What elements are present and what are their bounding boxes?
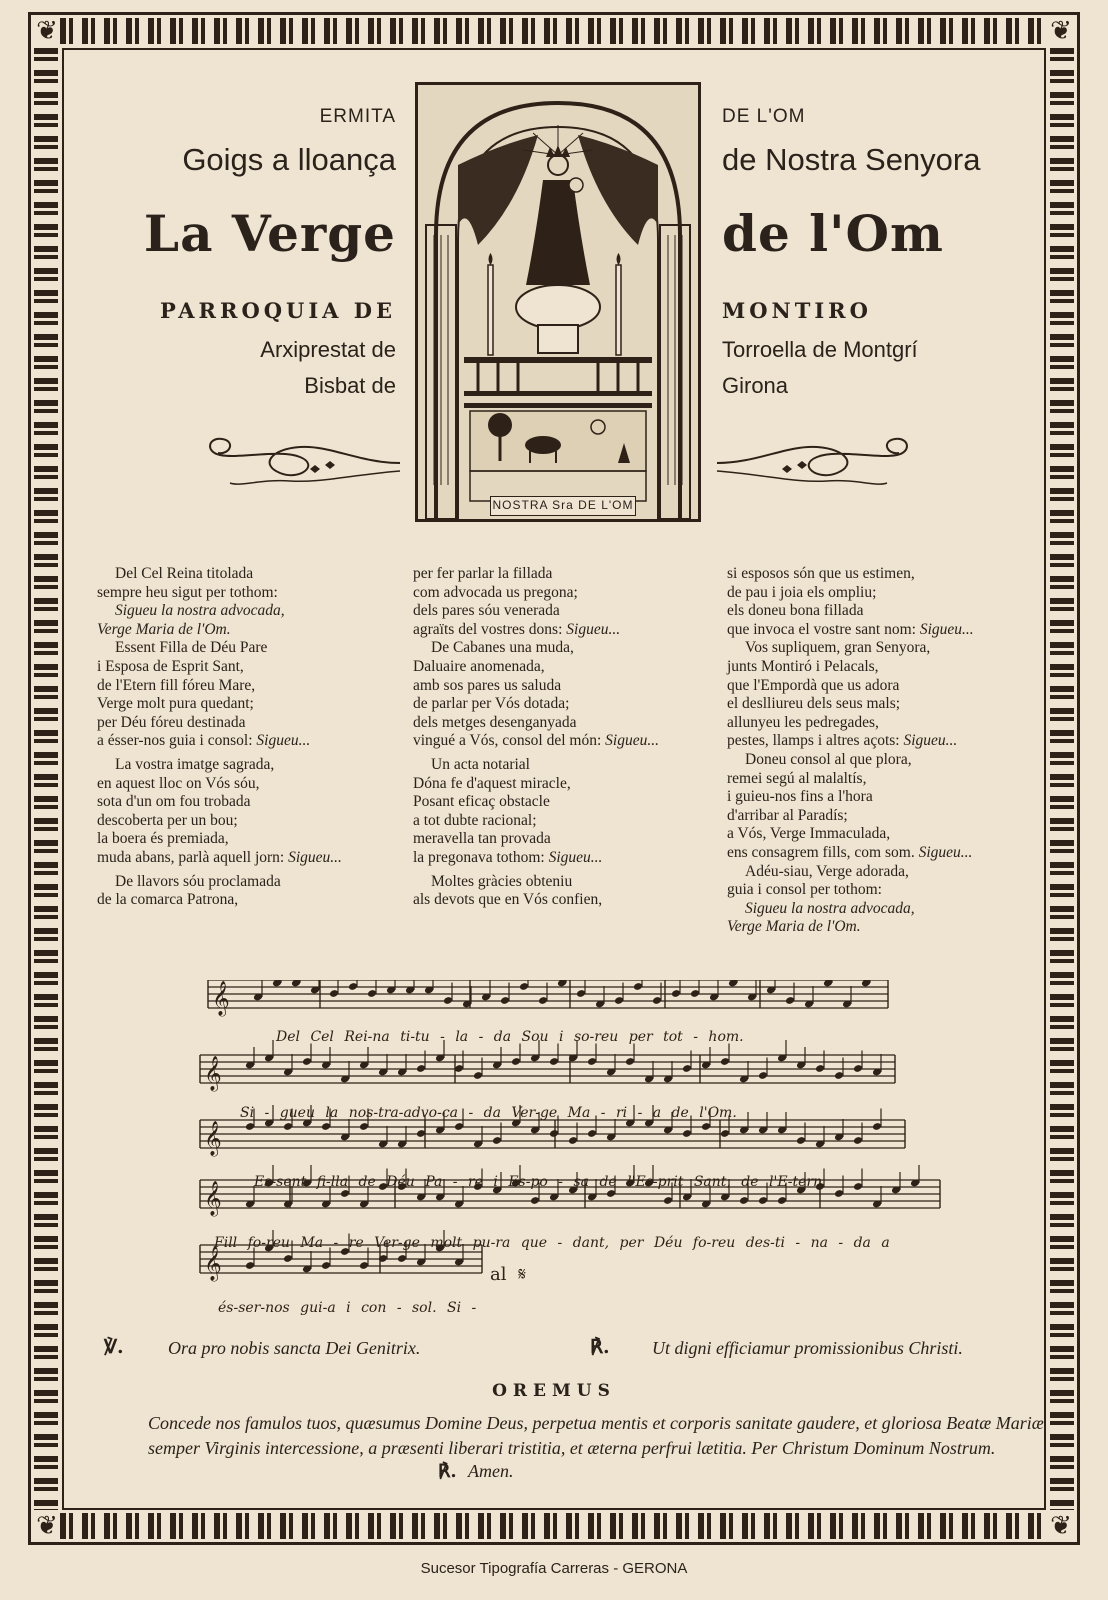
- parish-name: MONTIRO: [722, 298, 872, 323]
- verse-line: Essent Filla de Déu Pare: [115, 639, 268, 657]
- treble-clef-icon: 𝄞: [204, 1181, 222, 1216]
- image-caption: NOSTRA Sra DE L'OM: [490, 496, 636, 516]
- bishop-label: Bisbat de: [304, 373, 396, 398]
- verse-line: el deslliureu dels seus mals;: [727, 695, 901, 713]
- verse-line: remei segú al malaltís,: [727, 769, 867, 787]
- virgin-engraving: [415, 82, 701, 522]
- verse-line: Un acta notarial: [431, 755, 530, 773]
- verse-line: amb sos pares us saluda: [413, 676, 562, 694]
- verse-line: Posant eficaç obstacle: [413, 793, 550, 811]
- verses-column-3: [727, 565, 974, 937]
- treble-clef-icon: 𝄞: [204, 1056, 222, 1091]
- corner-ornament-icon: ❦: [1050, 1511, 1072, 1540]
- verse-line: que invoca el vostre sant nom: Sigueu...: [727, 620, 974, 638]
- prayer-text: Concede nos famulos tuos, quæsumus Domine Deus, perpetua mentis et corporis sanitate gaudere, et gloriosa Beatæ Mariæ semper Virginis intercessione, a præsenti liberari tristitia, et æterna perfrui lætitia. Per Christum Dominum Nostrum.: [148, 1413, 1044, 1458]
- verse-line: sempre heu sigut per tothom:: [97, 583, 278, 601]
- verse-line: sota d'un om fou trobada: [97, 793, 251, 811]
- treble-clef-icon: 𝄞: [212, 981, 230, 1016]
- archpriest-name: Torroella de Montgrí: [722, 337, 918, 362]
- verses-column-2: [413, 565, 659, 910]
- header-de-lom: DE L'OM: [722, 106, 806, 127]
- verse-line: agraïts del vostres dons: Sigueu...: [413, 620, 621, 638]
- verse-line: descoberta per un bou;: [97, 811, 238, 829]
- verse-line: dels pares sóu venerada: [413, 602, 560, 620]
- header-subtitle-right: de Nostra Senyora: [722, 142, 981, 177]
- dal-segno-mark: al 𝄋: [490, 1264, 526, 1285]
- verse-line: Dóna fe d'aquest miracle,: [413, 774, 571, 792]
- virgin-shrine-illustration: [418, 85, 698, 519]
- verse-line: Doneu consol al que plora,: [745, 750, 912, 768]
- title-left: La Verge: [143, 204, 396, 263]
- lyric-line-5: és-ser-nos gui-a i con - sol. Si -: [218, 1300, 477, 1316]
- verse-line: i Esposa de Esprit Sant,: [97, 657, 244, 675]
- corner-ornament-icon: ❦: [36, 16, 58, 45]
- verse-line: la pregonava tothom: Sigueu...: [413, 848, 603, 866]
- treble-clef-icon: 𝄞: [204, 1121, 222, 1156]
- verse-line: vingué a Vós, consol del món: Sigueu...: [413, 732, 659, 750]
- versicle-text: Ora pro nobis sancta Dei Genitrix.: [168, 1338, 421, 1358]
- verse-line: la boera és premiada,: [97, 830, 229, 848]
- response-text: Ut digni efficiamur promissionibus Christi.: [652, 1338, 963, 1358]
- verses-column-1: [97, 565, 342, 910]
- verse-line: Moltes gràcies obteniu: [431, 872, 573, 890]
- oremus-heading: OREMUS: [492, 1381, 616, 1401]
- verse-line: Verge molt pura quedant;: [97, 695, 254, 713]
- verse-line: de l'Etern fill fóreu Mare,: [97, 676, 256, 694]
- verse-line: com advocada us pregona;: [413, 583, 578, 601]
- verse-line: a ésser-nos guia i consol: Sigueu...: [97, 732, 311, 750]
- lyric-line-2: Si - gueu la nos-tra-advo-ca - da Ver-ge Ma - ri - a de l'Om.: [240, 1105, 737, 1121]
- verse-line: De llavors sóu proclamada: [115, 872, 281, 890]
- response-symbol: ℟.: [590, 1336, 610, 1358]
- verse-line: Verge Maria de l'Om.: [97, 620, 231, 638]
- lyric-line-1: Del Cel Rei-na ti-tu - la - da Sou i so-reu per tot - hom.: [276, 1029, 744, 1045]
- printer-credit: Sucesor Tipografía Carreras - GERONA: [420, 1560, 688, 1577]
- verse-line: De Cabanes una muda,: [431, 639, 574, 657]
- verse-line: si esposos són que us estimen,: [727, 565, 915, 582]
- flourish-right-icon: [712, 425, 917, 495]
- verse-line: ens consagrem fills, com som. Sigueu...: [727, 843, 973, 861]
- parish-label: PARROQUIA DE: [159, 298, 396, 323]
- verse-line: als devots que en Vós confien,: [413, 891, 603, 909]
- verse-line: en aquest lloc on Vós sóu,: [97, 774, 260, 792]
- verse-line: junts Montiró i Pelacals,: [727, 657, 879, 675]
- verse-line: dels metges desenganyada: [413, 713, 577, 731]
- verse-line: Daluaire anomenada,: [413, 657, 545, 675]
- oremus-prayer: [102, 1411, 1046, 1461]
- header-ermita: ERMITA: [319, 106, 396, 127]
- verse-line: Verge Maria de l'Om.: [727, 918, 861, 936]
- verse-line: i guieu-nos fins a l'hora: [727, 788, 873, 806]
- verse-line: de pau i joia els ompliu;: [727, 583, 877, 601]
- amen-symbol: ℟.: [438, 1461, 457, 1482]
- verse-line: a Vós, Verge Immaculada,: [727, 825, 891, 843]
- verse-line: de la comarca Patrona,: [97, 891, 239, 909]
- verse-line: meravella tan provada: [413, 830, 551, 848]
- music-score: [0, 980, 1108, 1300]
- corner-ornament-icon: ❦: [1050, 16, 1072, 45]
- verse-line: que l'Empordà que us adora: [727, 676, 900, 694]
- lyric-line-3: Es-sent fi-lla de Déu Pa - re i Es-po - sa de l'Es-prit Sant, de l'E-tern: [254, 1174, 823, 1190]
- flourish-left-icon: [200, 425, 405, 495]
- verse-line: Sigueu la nostra advocada,: [115, 602, 285, 620]
- title-right: de l'Om: [722, 204, 944, 263]
- corner-ornament-icon: ❦: [36, 1511, 58, 1540]
- verse-line: Sigueu la nostra advocada,: [745, 899, 915, 917]
- treble-clef-icon: 𝄞: [204, 1246, 222, 1281]
- amen-text: Amen.: [468, 1461, 514, 1481]
- header-subtitle-left: Goigs a lloança: [182, 142, 396, 177]
- verse-line: guia i consol per tothom:: [727, 881, 882, 899]
- verse-line: per Déu fóreu destinada: [97, 713, 246, 731]
- verse-line: Del Cel Reina titolada: [115, 565, 254, 582]
- versicle-symbol: ℣.: [104, 1336, 124, 1358]
- verse-line: a tot dubte racional;: [413, 811, 537, 829]
- verse-line: La vostra imatge sagrada,: [115, 755, 275, 773]
- archpriest-label: Arxiprestat de: [260, 337, 396, 362]
- verse-line: d'arribar al Paradís;: [727, 806, 848, 824]
- verse-line: Vos supliquem, gran Senyora,: [745, 639, 931, 657]
- verse-line: de parlar per Vós dotada;: [413, 695, 570, 713]
- verse-line: pestes, llamps i altres açots: Sigueu...: [727, 732, 958, 750]
- verse-line: Adéu-siau, Verge adorada,: [745, 862, 909, 880]
- verse-line: per fer parlar la fillada: [413, 565, 553, 582]
- bishop-name: Girona: [722, 373, 789, 398]
- verse-line: muda abans, parlà aquell jorn: Sigueu...: [97, 848, 342, 866]
- verse-line: els doneu bona fillada: [727, 602, 864, 620]
- verse-line: allunyeu les pedregades,: [727, 713, 879, 731]
- lyric-line-4: Fill fo-reu Ma - re Ver-ge molt pu-ra que - dant, per Déu fo-reu des-ti - na - da a: [214, 1235, 890, 1251]
